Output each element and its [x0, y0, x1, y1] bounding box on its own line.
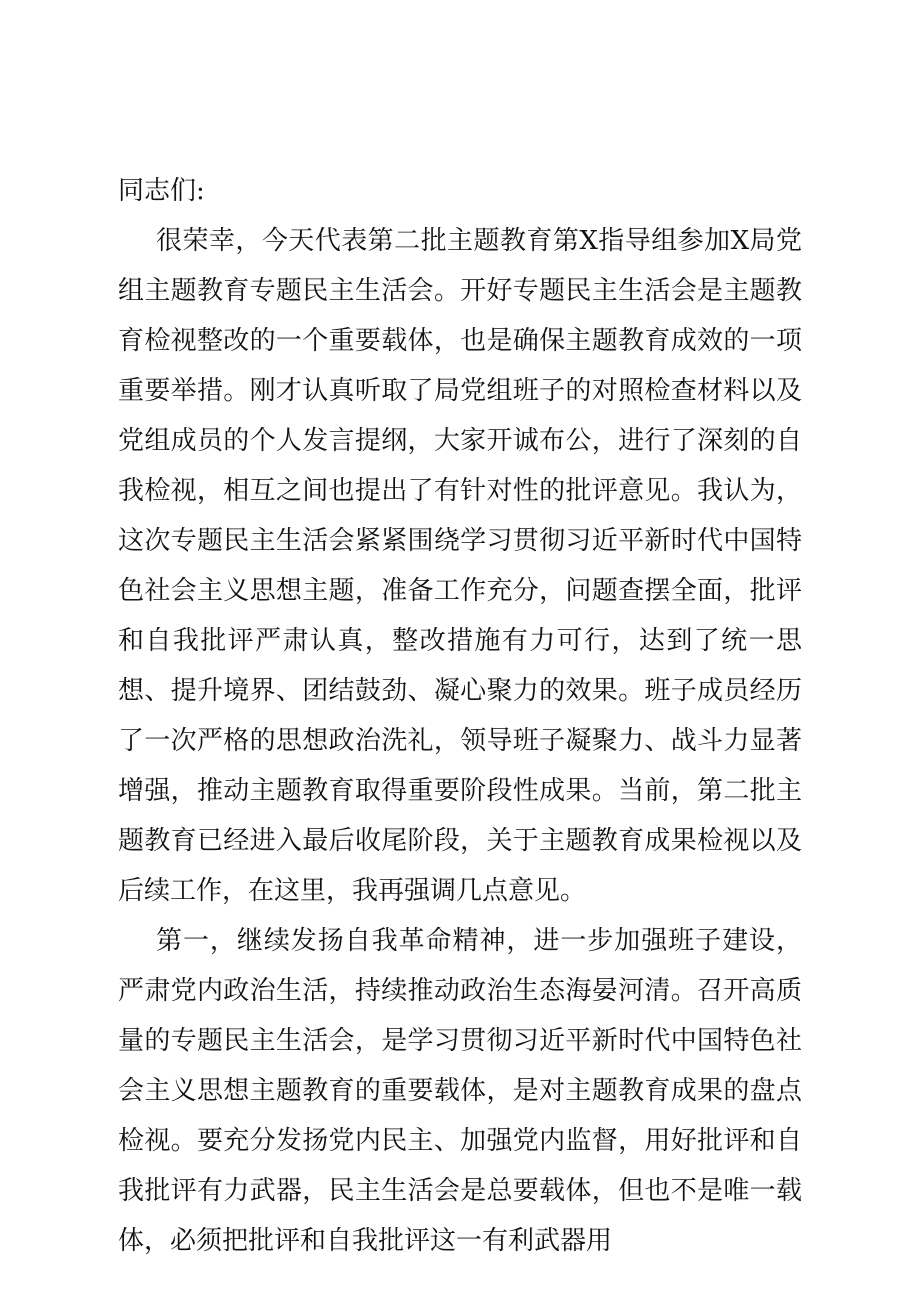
- paragraph-opening: 很荣幸，今天代表第二批主题教育第X指导组参加X局党组主题教育专题民主生活会。开好专题民主生活会是主题教育检视整改的一个重要载体，也是确保主题教育成效的一项重要举措。刚才认真听取了局党组班子的对照检查材料以及党组成员的个人发言提纲，大家开诚布公，进行了深刻的自我检视，相互之间也提出了有针对性的批评意见。我认为，这次专题民主生活会紧紧围绕学习贯彻习近平新时代中国特色社会主义思想主题，准备工作充分，问题查摆全面，批评和自我批评严肃认真，整改措施有力可行，达到了统一思想、提升境界、团结鼓劲、凝心聚力的效果。班子成员经历了一次严格的思想政治洗礼，领导班子凝聚力、战斗力显著增强，推动主题教育取得重要阶段性成果。当前，第二批主题教育已经进入最后收尾阶段，关于主题教育成果检视以及后续工作，在这里，我再强调几点意见。: [118, 226, 802, 906]
- paragraph-point-one: 第一，继续发扬自我革命精神，进一步加强班子建设，严肃党内政治生活，持续推动政治生态海晏河清。召开高质量的专题民主生活会，是学习贯彻习近平新时代中国特色社会主义思想主题教育的重要载体，是对主题教育成果的盘点检视。要充分发扬党内民主、加强党内监督，用好批评和自我批评有力武器，民主生活会是总要载体，但也不是唯一载体，必须把批评和自我批评这一有利武器用: [118, 926, 802, 1256]
- salutation: 同志们:: [118, 176, 205, 206]
- document-body: [118, 166, 802, 1266]
